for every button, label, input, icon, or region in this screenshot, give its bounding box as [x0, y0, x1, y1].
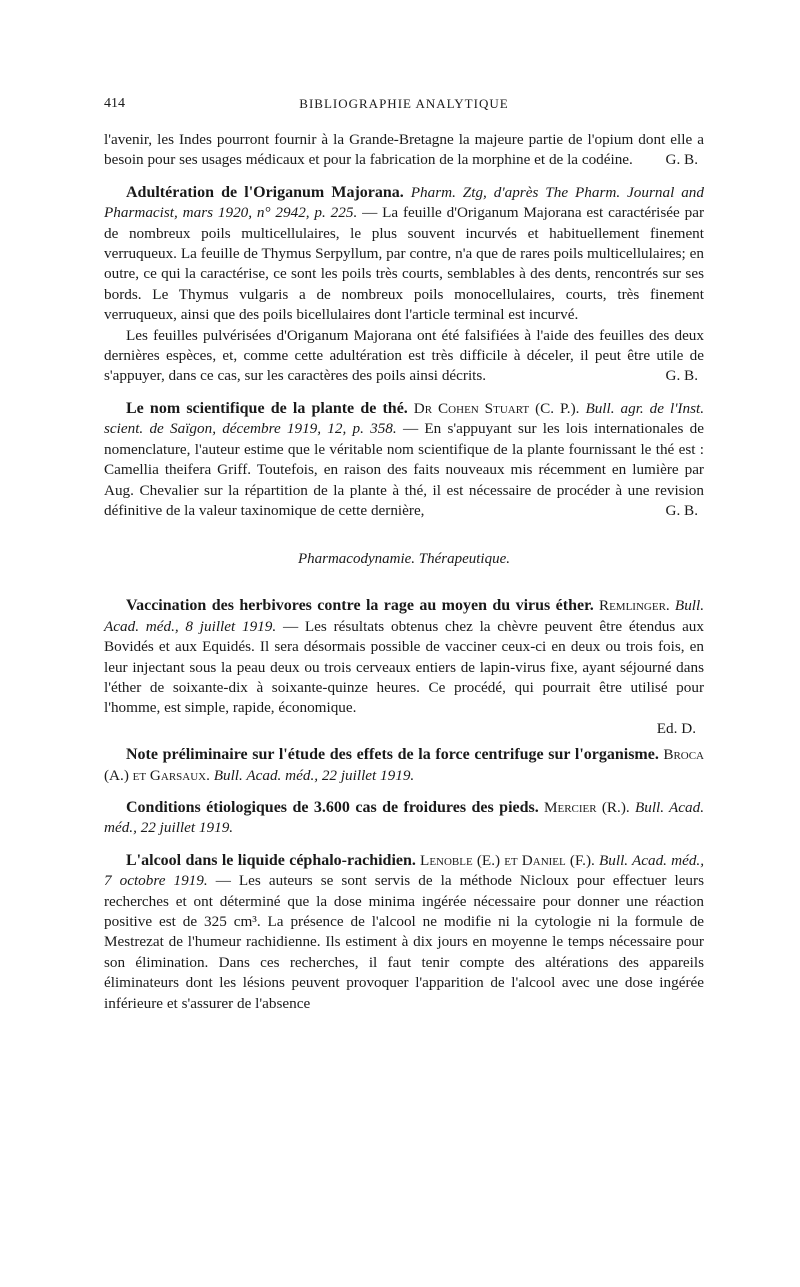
article-citation: Bull. Acad. méd., 8 juillet 1919.	[104, 597, 705, 635]
running-title: BIBLIOGRAPHIE ANALYTIQUE	[299, 96, 509, 111]
intro-signature: G. B.	[665, 151, 698, 169]
article-vaccination	[104, 596, 704, 739]
article-title: Conditions étiologiques de 3.600 cas de froidures des pieds.	[126, 798, 539, 816]
article-froidures	[104, 798, 704, 839]
article-title: Note préliminaire sur l'étude des effets de la force centrifuge sur l'organisme.	[126, 746, 659, 764]
section-heading: Pharmacodynamie. Thérapeutique.	[297, 551, 511, 568]
article-signature: G. B.	[665, 501, 698, 519]
article-title: L'alcool dans le liquide céphalo-rachidien.	[126, 851, 416, 869]
article-body: — La feuille d'Origanum Majorana est caractérisée par de nombreux poils multicellulaires, le plus souvent incurvés et habituellement finement verruqueux. La feuille de Thymus Serpyllum, par contre, n'a que de rares poils multicellulaires; en outre, ce qui la caractérise, ce sont les poils très courts, semblables à des dents, rencontrés sur ses bords. Le Thymus vulgaris a de nombreux poils monocellulaires, courts, très finement verruqueux, ainsi que des poils bicellulaires dont l'article terminal est incurvé.	[104, 204, 705, 324]
article-the	[104, 399, 704, 521]
article-author: Mercier (R.).	[544, 798, 630, 816]
article-alcool	[104, 851, 704, 1014]
article-citation: Bull. Acad. méd., 22 juillet 1919.	[104, 798, 705, 837]
article-force-centrifuge	[104, 745, 704, 786]
article-title: Vaccination des herbivores contre la rage au moyen du virus éther.	[126, 597, 594, 615]
article-citation: Bull. Acad. méd., 22 juillet 1919.	[213, 766, 415, 784]
article-authors: Broca (A.) et Garsaux.	[104, 746, 705, 784]
article-signature: G. B.	[665, 367, 698, 385]
article-signature: Ed. D.	[656, 719, 696, 737]
page-number: 414	[104, 96, 125, 111]
article-body: — Les résultats obtenus chez la chèvre peuvent être étendus aux Bovidés et aux Equidés. Il sera désormais possible de vacciner ceux-ci en deux ou trois fois, en leur injectant sous la peau deux ou trois cerveaux entiers de lapin-virus fixe, ayant séjourné dans l'éther de soixante-dix à soixante-quinze heures. Ce procédé, qui pourrait être utilisé pour l'homme, est simple, rapide, économique.	[104, 617, 704, 717]
article-citation: Bull. agr. de l'Inst. scient. de Saïgon, décembre 1919, 12, p. 358.	[104, 399, 705, 438]
article-author: Remlinger.	[598, 597, 670, 615]
page	[104, 96, 704, 1014]
intro-paragraph	[104, 130, 704, 171]
running-header	[104, 96, 704, 116]
article-title: Adultération de l'Origanum Majorana.	[126, 183, 404, 201]
intro-text: l'avenir, les Indes pourront fournir à la Grande-Bretagne la majeure partie de l'opium dont elle a besoin pour ses usages médicaux et pour la fabrication de la morphine et de la codéine.	[104, 131, 704, 169]
article-authors: Lenoble (E.) et Daniel (F.).	[420, 851, 595, 869]
article-body: — En s'appuyant sur les lois internationales de nomenclature, l'auteur estime que le véritable nom scientifique de la plante fournissant le thé est : Camellia theifera Griff. Toutefois, en raison des faits nouveaux mis récemment en lumière par Aug. Chevalier sur la répartition de la plante à thé, il est nécessaire de procéder à une revision définitive de la valeur taxinomique de cette dernière,	[104, 420, 704, 519]
article-title: Le nom scientifique de la plante de thé.	[126, 399, 408, 417]
article-body: — Les auteurs se sont servis de la méthode Nicloux pour effectuer leurs recherches et ont déterminé que la dose minima ingérée nécessaire pour donner une réaction positive est de 325 cm³. La présence de l'alcool ne modifie ni la cytologie ni la formule de Mestrezat de l'humeur rachidienne. Ils estiment à dix jours en moyenne le temps nécessaire pour son élimination. Dans ces recherches, il faut tenir compte des altérations des appareils éliminateurs dont les lésions peuvent provoquer l'apparition de l'alcool avec une dose ingérée inférieure et s'assurer de l'absence	[104, 872, 704, 1012]
article-citation: Bull. Acad. méd., 7 octobre 1919.	[104, 851, 705, 890]
article-citation: Pharm. Ztg, d'après The Pharm. Journal and Pharmacist, mars 1920, n° 2942, p. 225.	[104, 183, 704, 222]
article-origanum	[104, 183, 704, 387]
article-author: Dr Cohen Stuart (C. P.).	[413, 399, 580, 417]
article-body-2: Les feuilles pulvérisées d'Origanum Majorana ont été falsifiées à l'aide des feuilles des deux dernières espèces, et, comme cette adultération est très difficile à déceler, il peut être utile de s'appuyer, dans ce cas, sur les caractères des poils ainsi décrits.	[104, 326, 704, 385]
